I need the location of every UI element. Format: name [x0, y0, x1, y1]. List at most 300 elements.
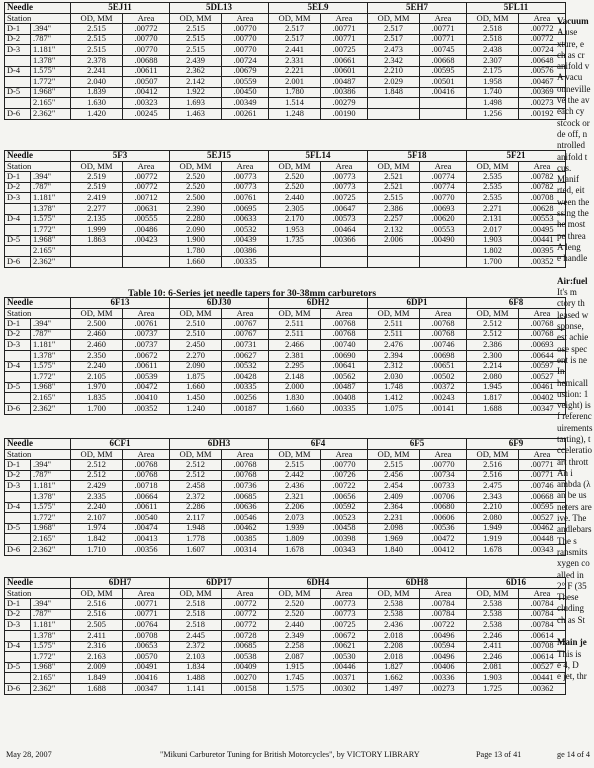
- area-value: .00773: [321, 599, 368, 610]
- od-value: 1.745: [269, 673, 321, 684]
- area-value: .00539: [123, 372, 170, 383]
- od-value: 2.515: [269, 460, 321, 471]
- needle-name: 6DH7: [71, 578, 170, 589]
- od-value: 1.725: [467, 683, 519, 694]
- area-value: .00594: [420, 641, 467, 652]
- area-value: .00335: [222, 382, 269, 393]
- area-value: .00428: [222, 372, 269, 383]
- area-value: .00356: [123, 544, 170, 555]
- station-position: 1.378": [31, 350, 71, 361]
- area-value: .00611: [123, 502, 170, 513]
- od-header: OD, MM: [467, 308, 519, 319]
- station-position: 2.362": [31, 683, 71, 694]
- area-value: [420, 98, 467, 109]
- od-value: 2.372: [170, 641, 222, 652]
- od-value: 1.974: [71, 523, 123, 534]
- od-value: 1.900: [170, 235, 222, 246]
- area-value: .00768: [222, 460, 269, 471]
- footer-title: "Mikuni Carburetor Tuning for British Motorcycles", by VICTORY LIBRARY: [160, 750, 420, 759]
- od-value: 2.270: [170, 350, 222, 361]
- needle-name: 6F13: [71, 298, 170, 309]
- od-value: 2.214: [467, 361, 519, 372]
- side-text-line: leased w: [557, 309, 589, 320]
- od-header: OD, MM: [71, 449, 123, 460]
- area-value: .00724: [519, 45, 566, 56]
- area-value: .00398: [321, 534, 368, 545]
- od-value: 2.390: [170, 203, 222, 214]
- od-value: 1.827: [368, 662, 420, 673]
- area-value: .00641: [321, 361, 368, 372]
- area-value: .00771: [519, 460, 566, 471]
- area-value: .00737: [123, 340, 170, 351]
- area-header: Area: [519, 588, 566, 599]
- od-value: 2.521: [368, 182, 420, 193]
- table-row: [5, 609, 566, 620]
- station-id: [5, 513, 31, 524]
- area-value: .00773: [222, 182, 269, 193]
- od-header: OD, MM: [269, 588, 321, 599]
- area-value: .00708: [519, 641, 566, 652]
- area-value: .00631: [123, 203, 170, 214]
- area-value: .00745: [420, 45, 467, 56]
- area-value: .00270: [222, 673, 269, 684]
- area-value: .00773: [321, 182, 368, 193]
- area-value: .00774: [420, 172, 467, 183]
- od-value: 2.510: [170, 319, 222, 330]
- od-value: 2.520: [170, 172, 222, 183]
- od-value: 2.520: [269, 172, 321, 183]
- footer-page-adjacent: ge 14 of 4: [557, 750, 590, 759]
- table-row: [5, 491, 566, 502]
- od-header: OD, MM: [269, 449, 321, 460]
- station-position: 1.772": [31, 225, 71, 236]
- side-text-line: A leng: [557, 241, 581, 252]
- station-position: .787": [31, 609, 71, 620]
- od-value: 1.875: [170, 372, 222, 383]
- area-value: .00448: [519, 534, 566, 545]
- od-value: 2.429: [71, 481, 123, 492]
- area-value: .00410: [123, 393, 170, 404]
- station-id: D-1: [5, 599, 31, 610]
- area-value: .00768: [519, 329, 566, 340]
- area-value: [123, 246, 170, 257]
- od-value: 2.000: [269, 382, 321, 393]
- station-position: 1.181": [31, 45, 71, 56]
- side-text-line: sponse,: [557, 321, 584, 332]
- od-value: 1.256: [467, 108, 519, 119]
- area-value: .00772: [519, 24, 566, 35]
- od-value: 2.342: [368, 55, 420, 66]
- table-row: [5, 108, 566, 119]
- station-id: D-6: [5, 544, 31, 555]
- od-value: 2.517: [269, 24, 321, 35]
- table-row: [5, 98, 566, 109]
- od-value: 2.090: [170, 361, 222, 372]
- side-text-line: 2° F (35: [557, 580, 587, 591]
- station-id: [5, 203, 31, 214]
- needle-name: 6CF1: [71, 439, 170, 450]
- od-value: [71, 246, 123, 257]
- table-row: [5, 652, 566, 663]
- od-value: 2.538: [467, 620, 519, 631]
- od-value: 2.516: [467, 470, 519, 481]
- od-value: 1.514: [269, 98, 321, 109]
- od-value: 2.511: [368, 329, 420, 340]
- side-text-line: rted, eit: [557, 185, 585, 196]
- station-id: [5, 491, 31, 502]
- od-header: OD, MM: [467, 161, 519, 172]
- od-value: 2.131: [467, 214, 519, 225]
- side-text-line: Main je: [557, 637, 587, 648]
- od-value: 2.148: [269, 372, 321, 383]
- needle-name: 6DH8: [368, 578, 467, 589]
- od-value: 1.817: [467, 393, 519, 404]
- od-value: 1.903: [467, 673, 519, 684]
- od-value: 2.001: [269, 77, 321, 88]
- od-value: 2.538: [467, 609, 519, 620]
- needle-name: 6F8: [467, 298, 566, 309]
- od-value: 2.386: [368, 203, 420, 214]
- area-value: .00362: [519, 683, 566, 694]
- od-value: 2.246: [467, 652, 519, 663]
- area-value: .00698: [420, 350, 467, 361]
- area-value: .00187: [222, 403, 269, 414]
- area-value: .00668: [519, 491, 566, 502]
- side-text-line: ive. The: [557, 513, 587, 524]
- station-id: D-5: [5, 87, 31, 98]
- od-value: 1.809: [269, 534, 321, 545]
- table-row: [5, 329, 566, 340]
- od-value: 2.512: [170, 460, 222, 471]
- od-value: 1.488: [170, 673, 222, 684]
- side-text-line: an be us: [557, 490, 587, 501]
- od-value: 2.170: [269, 214, 321, 225]
- od-value: [368, 108, 420, 119]
- area-value: .00733: [420, 481, 467, 492]
- area-value: .00771: [321, 34, 368, 45]
- area-value: .00688: [123, 55, 170, 66]
- station-id: D-1: [5, 319, 31, 330]
- od-value: 1.802: [467, 246, 519, 257]
- od-value: 2.515: [170, 24, 222, 35]
- side-text-line: ustion: 1: [557, 388, 589, 399]
- station-label: Station: [5, 308, 71, 319]
- area-value: .00490: [420, 235, 467, 246]
- table-row: [5, 77, 566, 88]
- needle-table: [4, 438, 566, 556]
- od-value: 2.105: [71, 372, 123, 383]
- area-value: .00633: [222, 214, 269, 225]
- table-row: [5, 193, 566, 204]
- od-value: 2.386: [467, 340, 519, 351]
- needle-label: Needle: [5, 151, 71, 162]
- od-value: 1.939: [269, 523, 321, 534]
- od-value: 2.520: [170, 182, 222, 193]
- od-value: 2.450: [170, 340, 222, 351]
- station-position: 1.378": [31, 491, 71, 502]
- od-value: 2.142: [170, 77, 222, 88]
- od-value: 1.607: [170, 544, 222, 555]
- area-value: [420, 108, 467, 119]
- area-value: .00559: [222, 77, 269, 88]
- column-header-row: [5, 161, 566, 172]
- needle-name: 6F9: [467, 439, 566, 450]
- od-value: 2.419: [71, 193, 123, 204]
- area-header: Area: [123, 588, 170, 599]
- od-value: 1.240: [170, 403, 222, 414]
- od-value: 2.460: [71, 340, 123, 351]
- side-text-line: e jet, thr: [557, 671, 587, 682]
- station-position: .394": [31, 319, 71, 330]
- station-position: 1.378": [31, 630, 71, 641]
- area-value: .00352: [123, 403, 170, 414]
- od-value: 1.248: [269, 108, 321, 119]
- area-value: .00458: [321, 523, 368, 534]
- od-value: 1.575: [269, 683, 321, 694]
- area-value: .00611: [123, 361, 170, 372]
- side-text-line: est achie: [557, 332, 589, 343]
- od-value: 2.518: [170, 599, 222, 610]
- od-value: 1.958: [467, 77, 519, 88]
- table-row: [5, 55, 566, 66]
- area-value: .00768: [321, 319, 368, 330]
- od-value: 2.518: [467, 34, 519, 45]
- station-position: 2.165": [31, 393, 71, 404]
- station-id: D-1: [5, 172, 31, 183]
- station-id: D-4: [5, 361, 31, 372]
- area-value: .00546: [222, 513, 269, 524]
- area-value: .00708: [123, 630, 170, 641]
- station-position: 1.772": [31, 77, 71, 88]
- od-header: OD, MM: [269, 13, 321, 24]
- od-value: 2.500: [170, 193, 222, 204]
- od-header: OD, MM: [467, 449, 519, 460]
- od-value: 1.948: [170, 523, 222, 534]
- od-value: 1.420: [71, 108, 123, 119]
- od-value: 2.286: [170, 502, 222, 513]
- area-value: .00538: [222, 652, 269, 663]
- area-value: .00724: [222, 55, 269, 66]
- area-value: .00553: [519, 214, 566, 225]
- station-position: 1.772": [31, 652, 71, 663]
- side-text-line: ent is ne: [557, 354, 587, 365]
- area-value: .00736: [222, 481, 269, 492]
- area-value: .00651: [420, 361, 467, 372]
- od-value: 2.538: [368, 599, 420, 610]
- area-header: Area: [123, 161, 170, 172]
- station-position: 1.575": [31, 214, 71, 225]
- area-value: .00385: [222, 534, 269, 545]
- od-value: 2.257: [368, 214, 420, 225]
- needle-name: 6F4: [269, 439, 368, 450]
- od-header: OD, MM: [71, 13, 123, 24]
- area-header: Area: [420, 449, 467, 460]
- area-value: .00462: [519, 523, 566, 534]
- area-header: Area: [222, 308, 269, 319]
- area-value: .00386: [321, 87, 368, 98]
- area-value: .00527: [519, 372, 566, 383]
- side-text-line: each cy: [557, 106, 585, 117]
- area-header: Area: [123, 449, 170, 460]
- od-value: 2.440: [269, 193, 321, 204]
- table-row: [5, 340, 566, 351]
- station-id: D-2: [5, 182, 31, 193]
- area-value: .00627: [222, 350, 269, 361]
- area-value: .00734: [420, 470, 467, 481]
- column-header-row: [5, 13, 566, 24]
- od-header: OD, MM: [170, 449, 222, 460]
- area-value: .00261: [222, 108, 269, 119]
- od-value: 2.321: [269, 491, 321, 502]
- od-value: [368, 256, 420, 267]
- od-value: 1.863: [71, 235, 123, 246]
- area-value: .00672: [321, 630, 368, 641]
- area-value: .00555: [123, 214, 170, 225]
- area-value: .00527: [519, 662, 566, 673]
- od-value: 2.512: [170, 470, 222, 481]
- side-text-line: An i: [557, 467, 573, 478]
- od-value: 2.518: [170, 609, 222, 620]
- od-value: 1.141: [170, 683, 222, 694]
- column-header-row: [5, 449, 566, 460]
- area-value: .00761: [123, 319, 170, 330]
- od-value: 2.500: [71, 319, 123, 330]
- area-value: .00621: [321, 641, 368, 652]
- area-value: .00486: [123, 225, 170, 236]
- od-value: 2.241: [71, 66, 123, 77]
- od-value: 2.362: [170, 66, 222, 77]
- od-value: 1.969: [368, 534, 420, 545]
- area-value: .00718: [123, 481, 170, 492]
- area-value: .00728: [222, 630, 269, 641]
- side-text-line: ve the av: [557, 95, 590, 106]
- od-value: 2.473: [368, 45, 420, 56]
- side-text-line: [557, 265, 594, 276]
- station-id: D-3: [5, 193, 31, 204]
- station-position: .787": [31, 34, 71, 45]
- area-value: .00768: [222, 470, 269, 481]
- table-row: [5, 513, 566, 524]
- area-header: Area: [321, 13, 368, 24]
- od-value: 2.343: [467, 491, 519, 502]
- od-value: 2.029: [368, 77, 420, 88]
- od-header: OD, MM: [467, 588, 519, 599]
- table-title: Table 10: 6-Series jet needle tapers for 30-38mm carburetors: [128, 288, 377, 299]
- area-value: .00540: [123, 513, 170, 524]
- area-value: .00664: [123, 491, 170, 502]
- side-text-line: de off, n: [557, 128, 588, 139]
- station-id: [5, 372, 31, 383]
- od-value: 2.132: [368, 225, 420, 236]
- table-row: [5, 544, 566, 555]
- table-row: [5, 662, 566, 673]
- od-value: 2.510: [170, 329, 222, 340]
- od-value: 2.516: [467, 460, 519, 471]
- od-value: 1.660: [170, 256, 222, 267]
- station-position: 2.362": [31, 403, 71, 414]
- od-value: 2.073: [269, 513, 321, 524]
- area-value: [420, 246, 467, 257]
- station-id: D-6: [5, 403, 31, 414]
- od-value: 2.519: [71, 172, 123, 183]
- table-row: [5, 172, 566, 183]
- table-row: [5, 256, 566, 267]
- station-position: 2.165": [31, 246, 71, 257]
- area-value: .00770: [420, 193, 467, 204]
- od-value: 2.017: [467, 225, 519, 236]
- od-value: 2.456: [368, 470, 420, 481]
- station-id: D-1: [5, 460, 31, 471]
- od-value: 2.519: [71, 182, 123, 193]
- area-value: .00647: [321, 203, 368, 214]
- area-value: .00661: [321, 55, 368, 66]
- od-value: 2.535: [467, 193, 519, 204]
- area-value: .00614: [519, 630, 566, 641]
- od-value: 2.515: [170, 34, 222, 45]
- area-value: .00323: [123, 98, 170, 109]
- station-position: 1.181": [31, 340, 71, 351]
- area-value: .00245: [123, 108, 170, 119]
- od-header: OD, MM: [368, 13, 420, 24]
- area-value: .00761: [222, 193, 269, 204]
- od-value: 1.834: [170, 662, 222, 673]
- area-value: .00595: [519, 502, 566, 513]
- area-value: .00408: [321, 393, 368, 404]
- area-header: Area: [321, 308, 368, 319]
- area-value: .00784: [420, 609, 467, 620]
- od-value: 1.662: [368, 673, 420, 684]
- table-row: [5, 45, 566, 56]
- od-value: 2.381: [269, 350, 321, 361]
- station-id: [5, 534, 31, 545]
- station-id: D-5: [5, 382, 31, 393]
- table-row: [5, 319, 566, 330]
- od-value: 2.517: [269, 34, 321, 45]
- table-row: [5, 502, 566, 513]
- side-text-line: alled in: [557, 569, 584, 580]
- station-position: 2.362": [31, 256, 71, 267]
- side-text-line: ch as St: [557, 614, 585, 625]
- table-row: [5, 361, 566, 372]
- side-text-line: ssing the: [557, 208, 589, 219]
- station-position: 1.575": [31, 641, 71, 652]
- od-value: 2.515: [71, 24, 123, 35]
- area-value: .00491: [123, 662, 170, 673]
- area-value: .00768: [123, 460, 170, 471]
- od-value: 2.516: [71, 609, 123, 620]
- needle-header-row: [5, 298, 566, 309]
- station-position: 1.181": [31, 620, 71, 631]
- station-position: 1.378": [31, 203, 71, 214]
- area-value: .00472: [123, 382, 170, 393]
- needle-name: 6DH4: [269, 578, 368, 589]
- od-value: 2.080: [467, 372, 519, 383]
- area-value: .00553: [420, 225, 467, 236]
- od-value: 2.511: [368, 319, 420, 330]
- area-value: .00784: [519, 609, 566, 620]
- od-value: [368, 98, 420, 109]
- area-value: .00416: [123, 673, 170, 684]
- area-value: .00461: [519, 382, 566, 393]
- area-value: .00314: [222, 544, 269, 555]
- area-value: .00141: [420, 403, 467, 414]
- station-id: D-4: [5, 641, 31, 652]
- side-text-line: These: [557, 592, 579, 603]
- table-row: [5, 683, 566, 694]
- od-value: 1.660: [269, 403, 321, 414]
- od-header: OD, MM: [368, 308, 420, 319]
- station-id: [5, 652, 31, 663]
